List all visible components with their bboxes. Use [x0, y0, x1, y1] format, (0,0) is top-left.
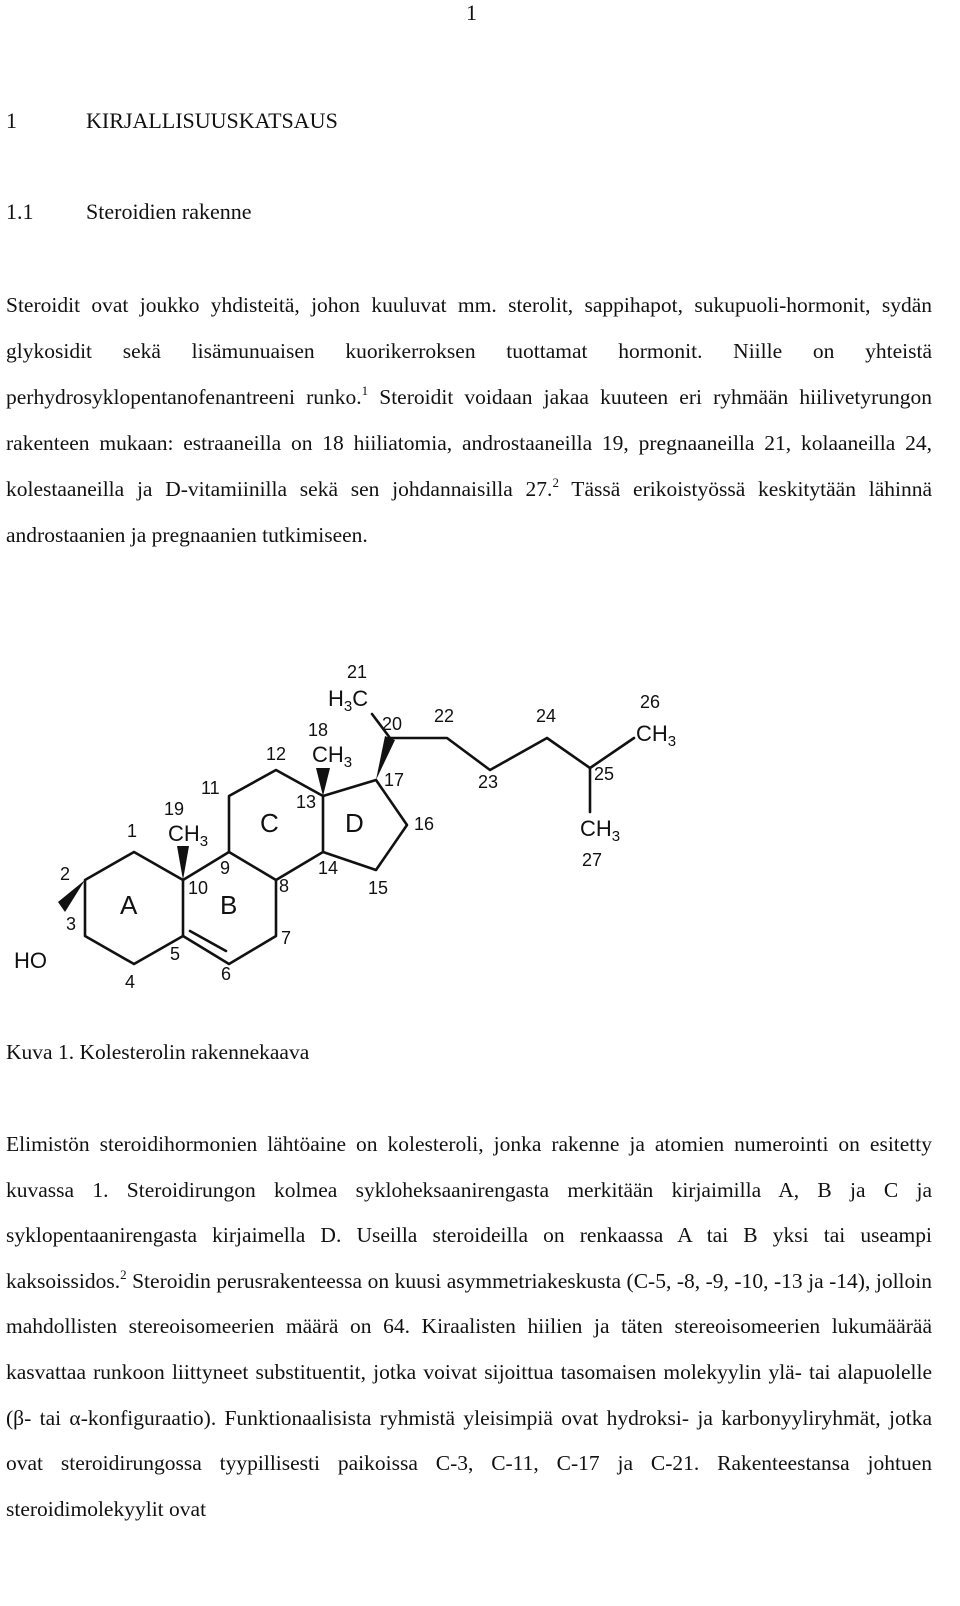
- atom-number: 2: [60, 864, 71, 884]
- atom-number: 27: [582, 850, 603, 870]
- atom-number: 11: [201, 778, 220, 798]
- citation-ref: 2: [120, 1266, 127, 1282]
- section-heading: [6, 199, 252, 225]
- atom-number: 20: [382, 714, 403, 734]
- h3c-21-label: $H_3C$: [328, 686, 369, 715]
- cholesterol-structure-figure: [0, 650, 720, 1035]
- paragraph-text: Tässä erikoistyössä keskitytään lähinnä androstaanien ja pregnaanien tutkimiseen.: [6, 477, 933, 547]
- atom-number: 14: [318, 858, 339, 878]
- ring-label-a: A: [120, 890, 138, 920]
- atom-number: 4: [125, 972, 136, 992]
- atom-number: 25: [594, 764, 615, 784]
- atom-number: 6: [221, 964, 232, 984]
- ch3-26-label: $CH_3$: [636, 721, 677, 750]
- ch3-27-label: $CH_3$: [580, 816, 621, 845]
- citation-ref: 2: [552, 475, 559, 490]
- page-number: 1: [466, 0, 477, 25]
- body-paragraph: [6, 1122, 932, 1532]
- chapter-title: KIRJALLISUUSKATSAUS: [86, 108, 338, 133]
- ring-label-c: C: [260, 808, 279, 838]
- atom-number: 24: [536, 706, 557, 726]
- atom-number: 3: [66, 914, 77, 934]
- ch3-18-label: $CH_3$: [312, 742, 353, 771]
- atom-number: 13: [296, 792, 317, 812]
- section-title: Steroidien rakenne: [86, 199, 252, 224]
- hydroxyl-group-label: HO: [14, 948, 47, 973]
- atom-number: 16: [414, 814, 435, 834]
- atom-number: 23: [478, 772, 499, 792]
- ch3-19-label: $CH_3$: [168, 821, 209, 850]
- atom-number: 10: [188, 878, 209, 898]
- atom-number: 18: [308, 720, 329, 740]
- paragraph-text: Steroidit ovat joukko yhdisteitä, johon kuuluvat mm. sterolit, sappihapot, sukupuoli-hormonit, sydän glykosidit sekä lisämunuaisen kuorikerroksen tuottamat hormonit. Niille on yhteistä perhydrosyklopentanofenantreeni runko.: [6, 293, 932, 409]
- wedge-c19: [177, 846, 189, 880]
- intro-paragraph: [6, 282, 932, 558]
- atom-number: 8: [279, 876, 290, 896]
- wedge-ho: [58, 880, 85, 912]
- atom-number: 26: [640, 692, 661, 712]
- figure-caption: Kuva 1. Kolesterolin rakennekaava: [6, 1040, 310, 1064]
- cholesterol-structure-diagram: [0, 650, 720, 1030]
- atom-number: 7: [281, 928, 292, 948]
- ring-d-bonds: [323, 780, 407, 870]
- wedge-c18: [316, 768, 330, 796]
- atom-number: 9: [220, 858, 231, 878]
- chapter-heading: [6, 108, 338, 134]
- atom-number: 22: [434, 706, 455, 726]
- citation-ref: 1: [361, 383, 369, 398]
- section-number: 1.1: [6, 199, 34, 224]
- double-bond-5-6: [190, 931, 226, 951]
- ring-label-b: B: [220, 890, 238, 920]
- atom-number: 15: [368, 878, 389, 898]
- paragraph-text: Steroidit voidaan jakaa kuuteen eri ryhmään hiilivetyrungon rakenteen mukaan: estraaneilla on 18 hiiliatomia, androstaaneilla 19, pregnaaneilla 21, kolaaneilla 24, kolestaaneilla ja D-vitamiinilla sekä sen johdannaisilla 27.: [6, 385, 932, 501]
- atom-number: 1: [127, 821, 138, 841]
- atom-number: 5: [170, 944, 181, 964]
- paragraph-text: Elimistön steroidihormonien lähtöaine on kolesteroli, jonka rakenne ja atomien numerointi on esitetty kuvassa 1. Steroidirungon kolmea sykloheksaanirengasta merkitään kirjaimilla A, B ja C ja syklopentaanirengasta kirjaimella D. Useilla steroideilla on renkaassa A tai B yksi tai useampi kaksoissidos.: [6, 1132, 932, 1293]
- ring-label-d: D: [345, 808, 364, 838]
- chapter-number: 1: [6, 108, 17, 133]
- atom-number: 21: [347, 662, 368, 682]
- atom-number: 17: [384, 770, 405, 790]
- atom-number: 12: [266, 744, 287, 764]
- paragraph-text: Steroidin perusrakenteessa on kuusi asymmetriakeskusta (C-5, -8, -9, -10, -13 ja -14), jolloin mahdollisten stereoisomeerien määrä on 64. Kiraalisten hiilien ja täten stereoisomeerien lukumäärää kasvattaa runkoon liittyneet substituentit, jotka voivat sijoittua tasomaisen molekyylin ylä- tai alapuolelle (β- tai α-konfiguraatio). Funktionaalisista ryhmistä yleisimpiä ovat hydroksi- ja karbonyyliryhmät, jotka ovat steroidirungossa tyypillisesti paikoissa C-3, C-11, C-17 ja C-21. Rakenteestansa johtuen steroidimolekyylit ovat: [6, 1268, 932, 1521]
- atom-number: 19: [164, 799, 185, 819]
